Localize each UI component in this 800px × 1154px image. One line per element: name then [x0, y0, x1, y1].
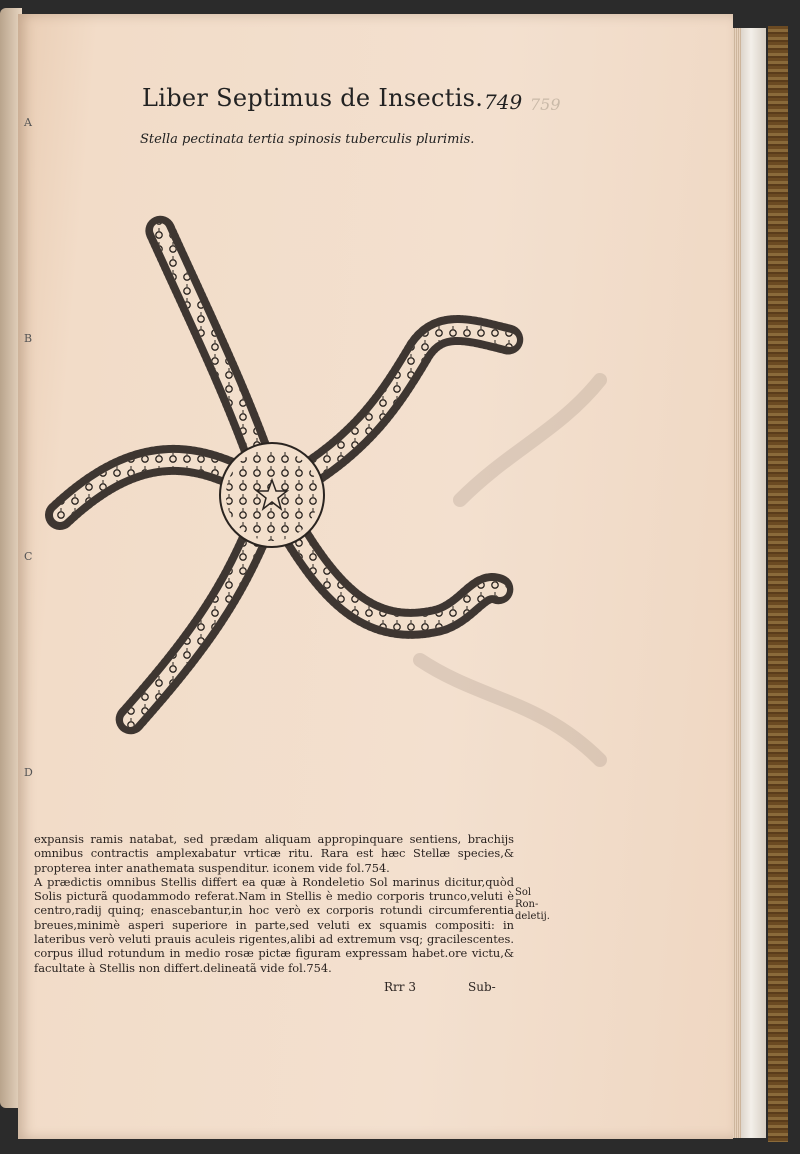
starfish-woodcut	[40, 200, 630, 790]
gutter-letter: A	[24, 116, 32, 129]
paragraph: expansis ramis natabat, sed prædam aliquam appropinquare sentiens, brachijs omnibus contractis amplexabatur vrticæ ritu. Rara est hæc Stellæ species,& propterea inter anathemata suspenditur. iconem vide fol.754.	[34, 832, 514, 875]
gutter-letter: C	[24, 550, 33, 563]
marginal-note-line: Sol	[515, 887, 532, 898]
gutter-letter: D	[24, 766, 33, 779]
marginal-note-line: deletij.	[515, 911, 550, 922]
page-number: 749	[484, 90, 523, 114]
book-cover	[768, 26, 788, 1142]
body-text	[34, 832, 514, 975]
gutter-letter: B	[24, 332, 33, 345]
catchword: Sub-	[468, 980, 496, 994]
page-number-showthrough: 759	[530, 95, 561, 114]
signature-mark: Rrr 3	[384, 980, 416, 994]
marginal-note	[515, 887, 550, 923]
running-head: Liber Septimus de Insectis.	[142, 84, 484, 112]
page-edges	[733, 28, 741, 1138]
paragraph: A prædictis omnibus Stellis differt ea quæ à Rondeletio Sol marinus dicitur,quòd Solis picturã quodammodo referat.Nam in Stellis è medio corporis trunco,veluti è centro,radij quinq; enascebantur,in hoc verò ex corporis rotundi circumferentia breues,minimè asperi superiore in parte,sed veluti ex squamis compositi: in lateribus verò veluti prauis aculeis rigentes,alibi ad extremum vsq; gracilescentes. corpus illud rotundum in medio rosæ pictæ figuram expressam habet.ore victu,& facultate à Stellis non differt.delineatã vide fol.754.	[34, 874, 514, 975]
flyleaf	[741, 28, 766, 1138]
marginal-note-line: Ron-	[515, 899, 539, 910]
showthrough-figure	[420, 380, 600, 760]
figure-caption: Stella pectinata tertia spinosis tuberculis plurimis.	[140, 132, 475, 147]
